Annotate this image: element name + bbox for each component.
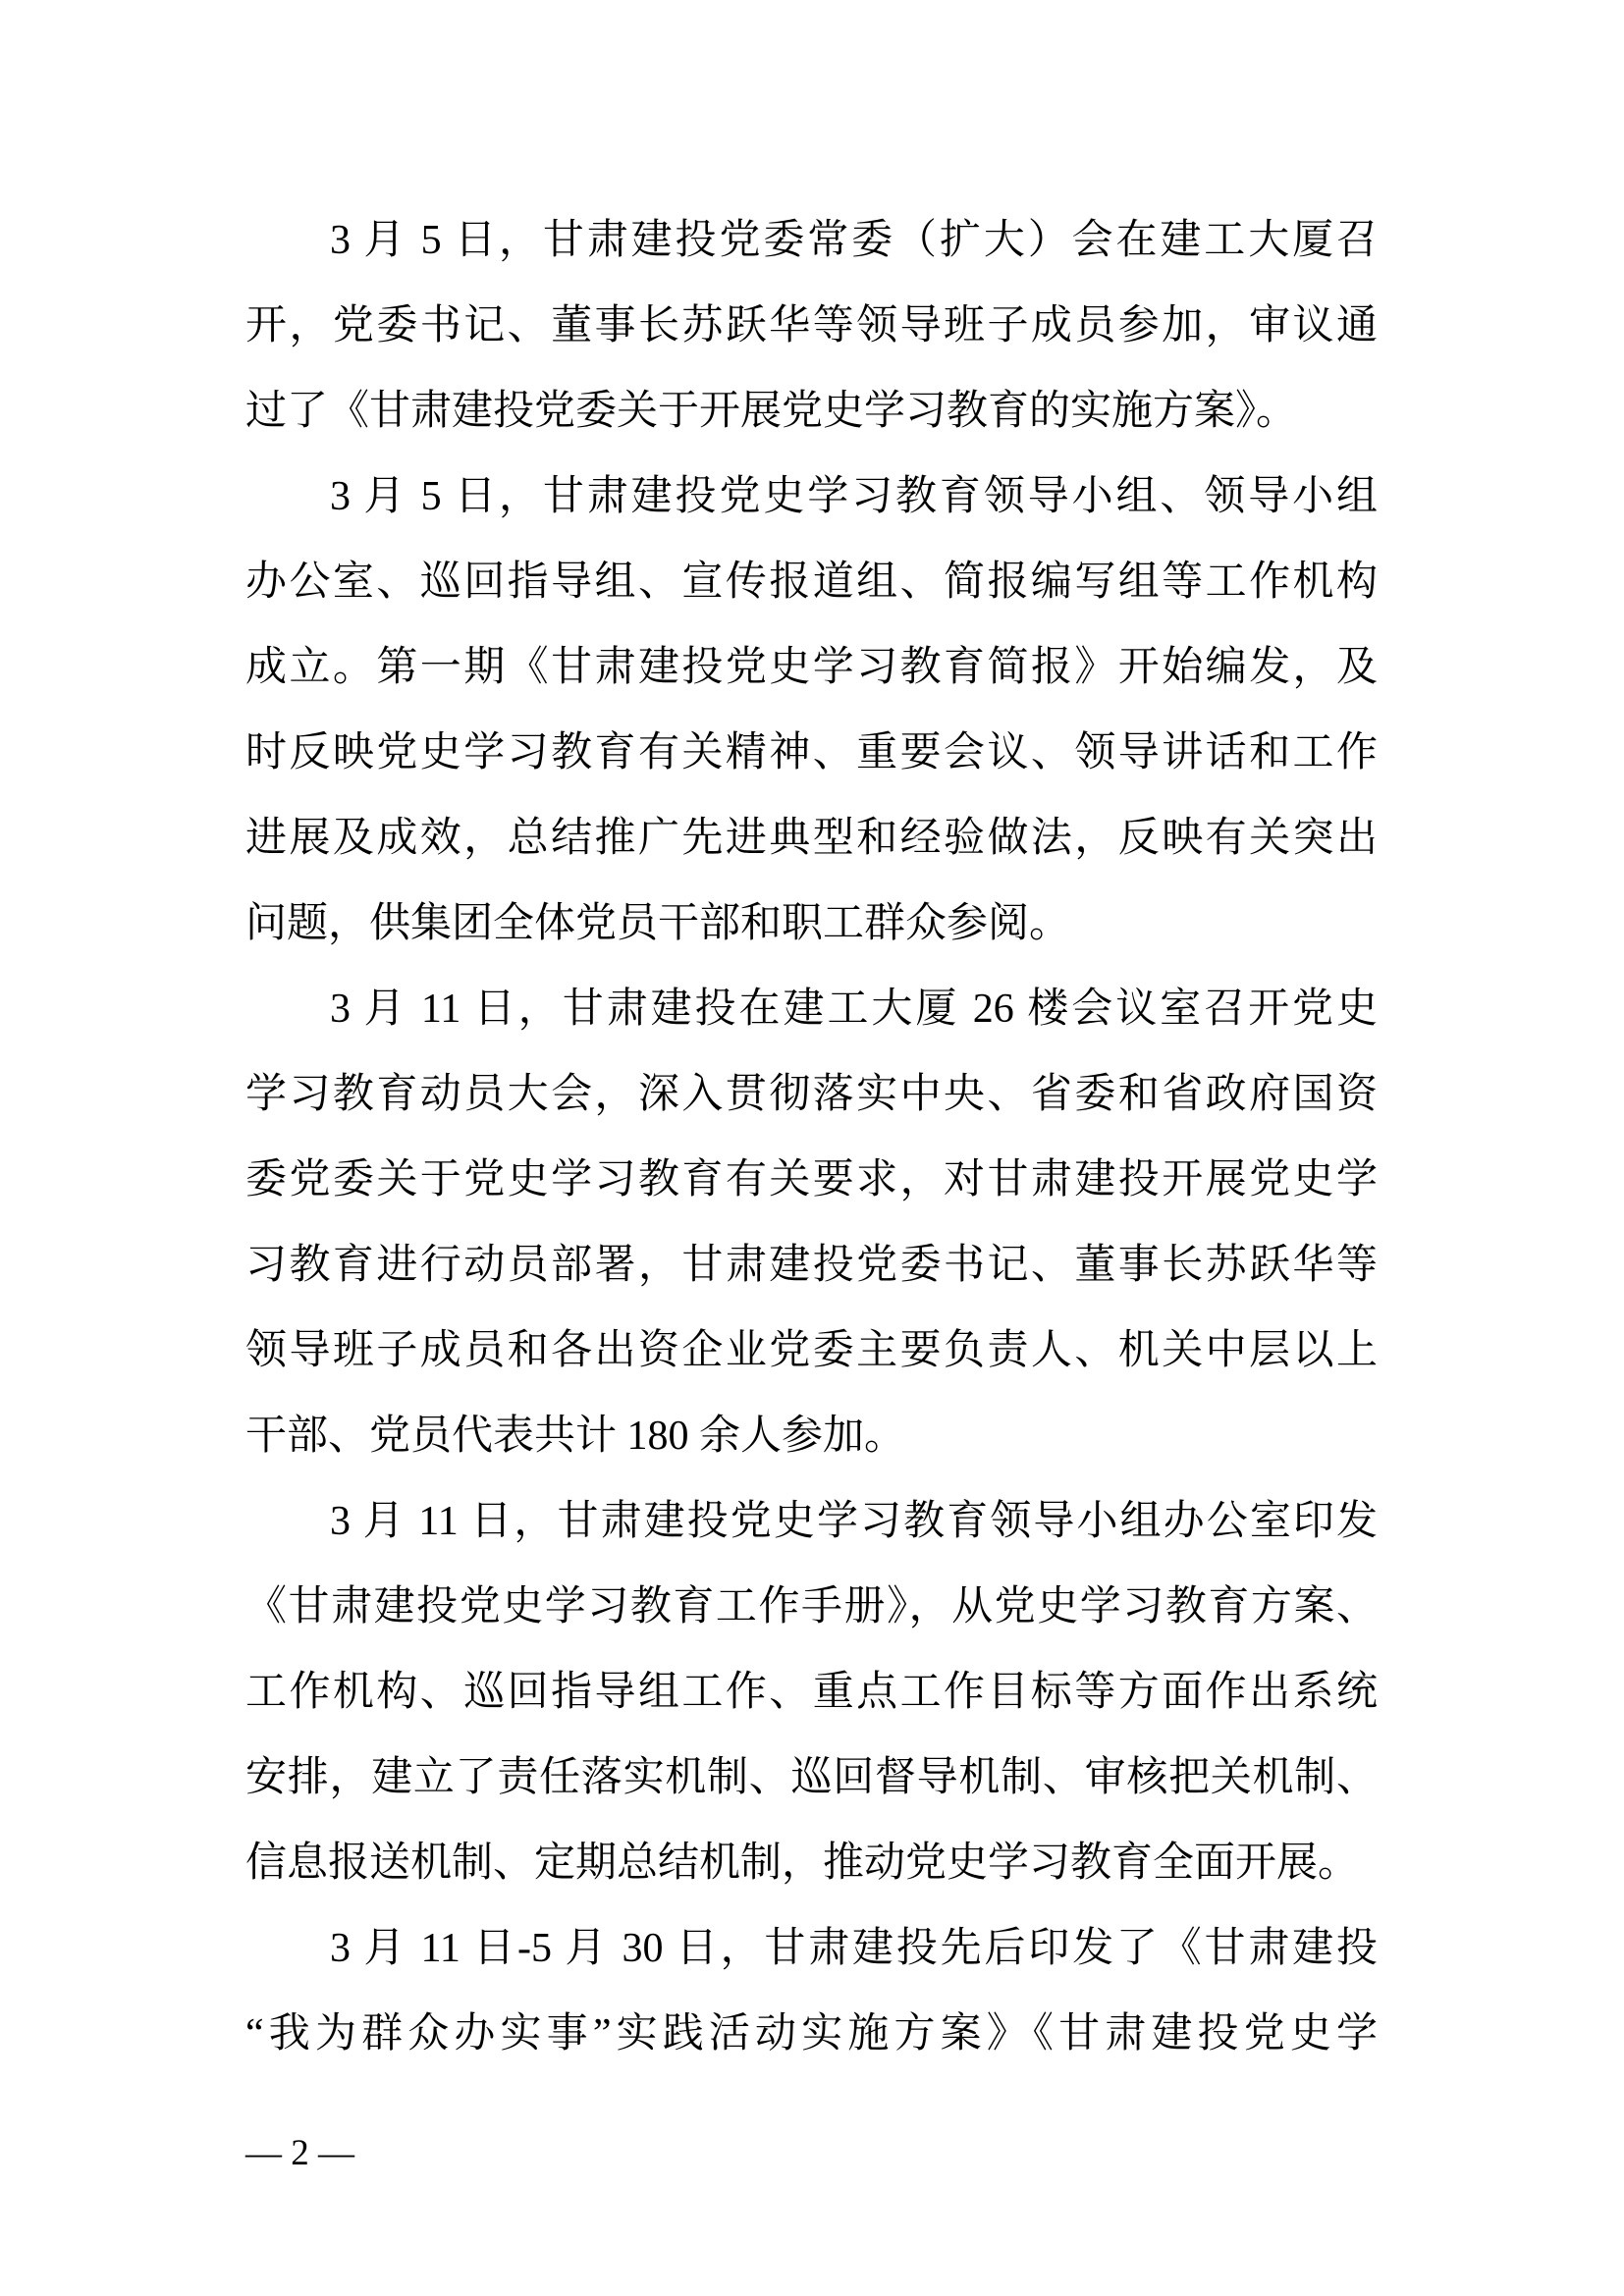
text-line: 领导班子成员和各出资企业党委主要负责人、机关中层以上	[245, 1328, 1378, 1373]
text-line: 学习教育动员大会，深入贯彻落实中央、省委和省政府国资	[245, 1072, 1378, 1117]
text-line: 《甘肃建投党史学习教育工作手册》，从党史学习教育方案、	[245, 1584, 1378, 1629]
text-line: 成立。第一期《甘肃建投党史学习教育简报》开始编发，及	[245, 645, 1378, 690]
text-line: 3 月 5 日，甘肃建投党委常委（扩大）会在建工大厦召	[330, 218, 1378, 263]
text-line: 3 月 11 日，甘肃建投在建工大厦 26 楼会议室召开党史	[330, 987, 1378, 1032]
text-line: 进展及成效，总结推广先进典型和经验做法，反映有关突出	[245, 816, 1378, 861]
text-line: “我为群众办实事”实践活动实施方案》《甘肃建投党史学	[245, 2011, 1378, 2056]
text-line: 3 月 11 日-5 月 30 日，甘肃建投先后印发了《甘肃建投	[330, 1926, 1378, 1971]
text-line: 信息报送机制、定期总结机制，推动党史学习教育全面开展。	[245, 1841, 1360, 1886]
page-footer	[245, 2132, 354, 2175]
text-line: 问题，供集团全体党员干部和职工群众参阅。	[245, 901, 1071, 946]
text-line: 工作机构、巡回指导组工作、重点工作目标等方面作出系统	[245, 1670, 1378, 1715]
page-number: — 2 —	[245, 2133, 354, 2173]
text-line: 干部、党员代表共计 180 余人参加。	[245, 1414, 906, 1459]
text-line: 时反映党史学习教育有关精神、重要会议、领导讲话和工作	[245, 730, 1378, 775]
document-body	[245, 198, 1378, 2077]
text-line: 3 月 5 日，甘肃建投党史学习教育领导小组、领导小组	[330, 474, 1378, 519]
text-line: 办公室、巡回指导组、宣传报道组、简报编写组等工作机构	[245, 560, 1378, 605]
text-line: 过了《甘肃建投党委关于开展党史学习教育的实施方案》。	[245, 389, 1298, 434]
text-line: 安排，建立了责任落实机制、巡回督导机制、审核把关机制、	[245, 1755, 1378, 1800]
text-line: 开，党委书记、董事长苏跃华等领导班子成员参加，审议通	[245, 303, 1378, 348]
text-line: 习教育进行动员部署，甘肃建投党委书记、董事长苏跃华等	[245, 1243, 1378, 1288]
text-line: 3 月 11 日，甘肃建投党史学习教育领导小组办公室印发	[330, 1499, 1378, 1544]
text-line: 委党委关于党史学习教育有关要求，对甘肃建投开展党史学	[245, 1157, 1378, 1202]
